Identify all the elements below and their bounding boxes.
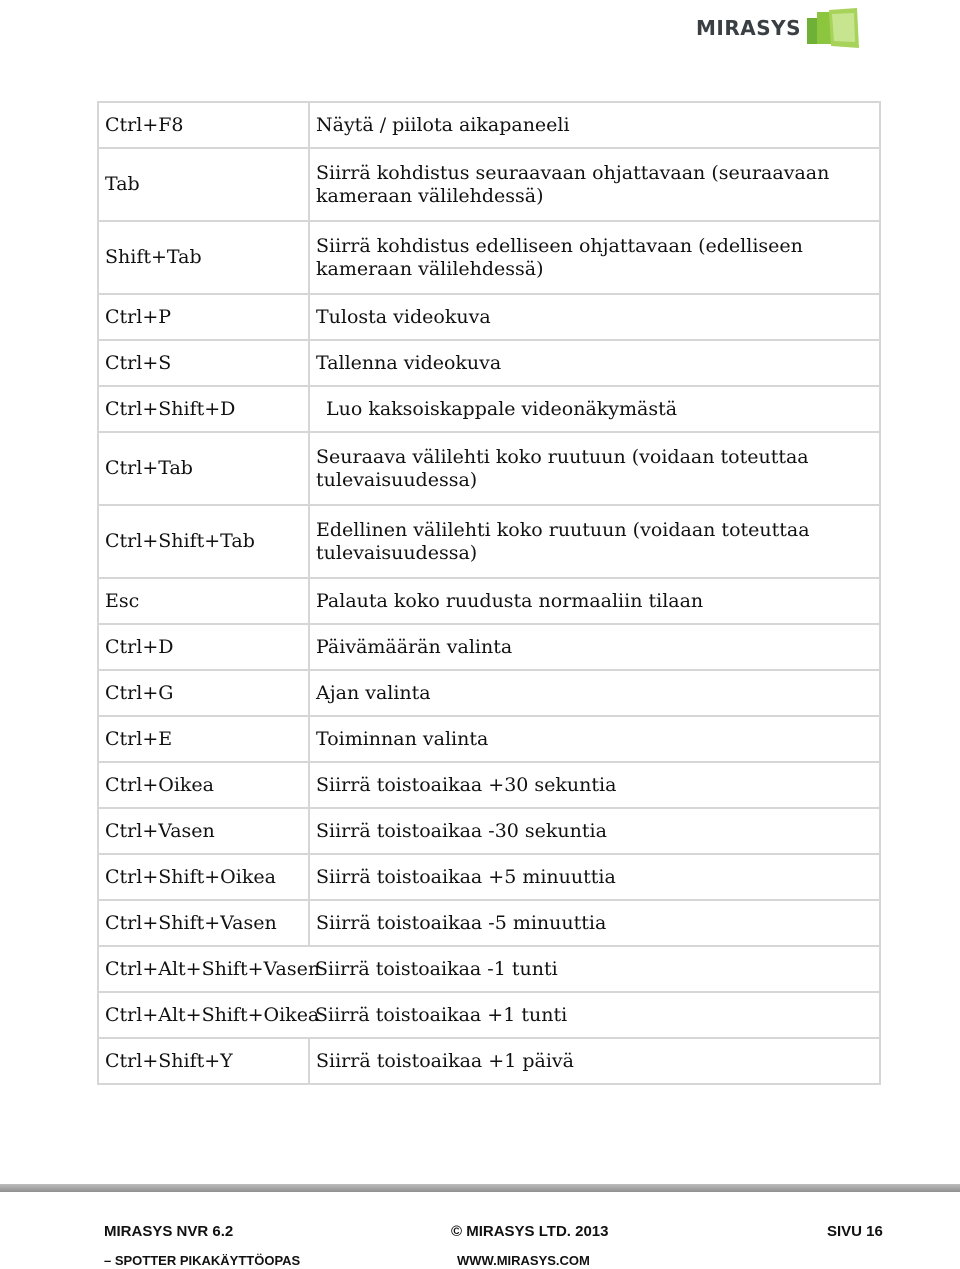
table-row	[98, 716, 880, 762]
shortcut-table	[97, 101, 881, 1085]
shortcut-key: Ctrl+Shift+Oikea	[98, 854, 309, 900]
table-row	[98, 432, 880, 505]
shortcut-key: Shift+Tab	[98, 221, 309, 294]
shortcut-description: Luo kaksoiskappale videonäkymästä	[309, 386, 880, 432]
table-row	[98, 294, 880, 340]
shortcut-key: Ctrl+D	[98, 624, 309, 670]
shortcut-key: Ctrl+Tab	[98, 432, 309, 505]
table-row	[98, 221, 880, 294]
table-row	[98, 505, 880, 578]
shortcut-key: Ctrl+Shift+Tab	[98, 505, 309, 578]
table-row	[98, 900, 880, 946]
footer-product: MIRASYS NVR 6.2	[104, 1223, 234, 1240]
shortcut-description: Ajan valinta	[309, 670, 880, 716]
footer-copyright: © MIRASYS LTD. 2013	[451, 1223, 609, 1240]
shortcut-description: Palauta koko ruudusta normaaliin tilaan	[309, 578, 880, 624]
shortcut-key: Ctrl+Alt+Shift+Oikea	[98, 992, 309, 1038]
footer-divider	[0, 1184, 960, 1192]
table-row	[98, 340, 880, 386]
shortcut-description: Siirrä toistoaikaa +1 päivä	[309, 1038, 880, 1084]
logo-text: MIRASYS	[696, 16, 802, 40]
shortcut-key: Ctrl+Alt+Shift+Vasen	[98, 946, 309, 992]
shortcut-key: Ctrl+S	[98, 340, 309, 386]
shortcut-description: Tallenna videokuva	[309, 340, 880, 386]
shortcut-description: Toiminnan valinta	[309, 716, 880, 762]
shortcut-description: Seuraava välilehti koko ruutuun (voidaan toteuttaa tulevaisuudessa)	[309, 432, 880, 505]
table-row	[98, 946, 880, 992]
shortcut-description: Tulosta videokuva	[309, 294, 880, 340]
table-row	[98, 578, 880, 624]
shortcut-key: Ctrl+P	[98, 294, 309, 340]
table-row	[98, 102, 880, 148]
shortcut-description: Päivämäärän valinta	[309, 624, 880, 670]
shortcut-description: Siirrä toistoaikaa +5 minuuttia	[309, 854, 880, 900]
shortcut-description: Siirrä toistoaikaa -30 sekuntia	[309, 808, 880, 854]
shortcut-key: Ctrl+Shift+Vasen	[98, 900, 309, 946]
mirasys-logo-icon	[805, 6, 861, 50]
shortcut-key: Ctrl+F8	[98, 102, 309, 148]
table-row	[98, 1038, 880, 1084]
shortcut-description: Siirrä toistoaikaa +30 sekuntia	[309, 762, 880, 808]
shortcut-description: Siirrä toistoaikaa -1 tunti	[309, 946, 880, 992]
shortcut-key: Ctrl+G	[98, 670, 309, 716]
shortcut-key: Ctrl+Vasen	[98, 808, 309, 854]
table-row	[98, 386, 880, 432]
table-row	[98, 992, 880, 1038]
table-row	[98, 854, 880, 900]
shortcut-key: Tab	[98, 148, 309, 221]
footer-website: WWW.MIRASYS.COM	[457, 1253, 590, 1268]
table-row	[98, 762, 880, 808]
shortcut-description: Siirrä kohdistus edelliseen ohjattavaan (edelliseen kameraan välilehdessä)	[309, 221, 880, 294]
footer-page-number: SIVU 16	[827, 1223, 883, 1240]
footer-subtitle: – SPOTTER PIKAKÄYTTÖOPAS	[104, 1253, 301, 1268]
shortcut-key: Ctrl+E	[98, 716, 309, 762]
shortcut-description: Siirrä toistoaikaa +1 tunti	[309, 992, 880, 1038]
mirasys-logo	[696, 6, 861, 50]
table-row	[98, 670, 880, 716]
shortcut-key: Ctrl+Oikea	[98, 762, 309, 808]
shortcut-description: Näytä / piilota aikapaneeli	[309, 102, 880, 148]
table-row	[98, 624, 880, 670]
shortcut-description: Edellinen välilehti koko ruutuun (voidaan toteuttaa tulevaisuudessa)	[309, 505, 880, 578]
shortcut-key: Ctrl+Shift+D	[98, 386, 309, 432]
shortcut-description: Siirrä toistoaikaa -5 minuuttia	[309, 900, 880, 946]
shortcut-key: Esc	[98, 578, 309, 624]
shortcut-key: Ctrl+Shift+Y	[98, 1038, 309, 1084]
shortcut-description: Siirrä kohdistus seuraavaan ohjattavaan (seuraavaan kameraan välilehdessä)	[309, 148, 880, 221]
table-row	[98, 148, 880, 221]
table-row	[98, 808, 880, 854]
